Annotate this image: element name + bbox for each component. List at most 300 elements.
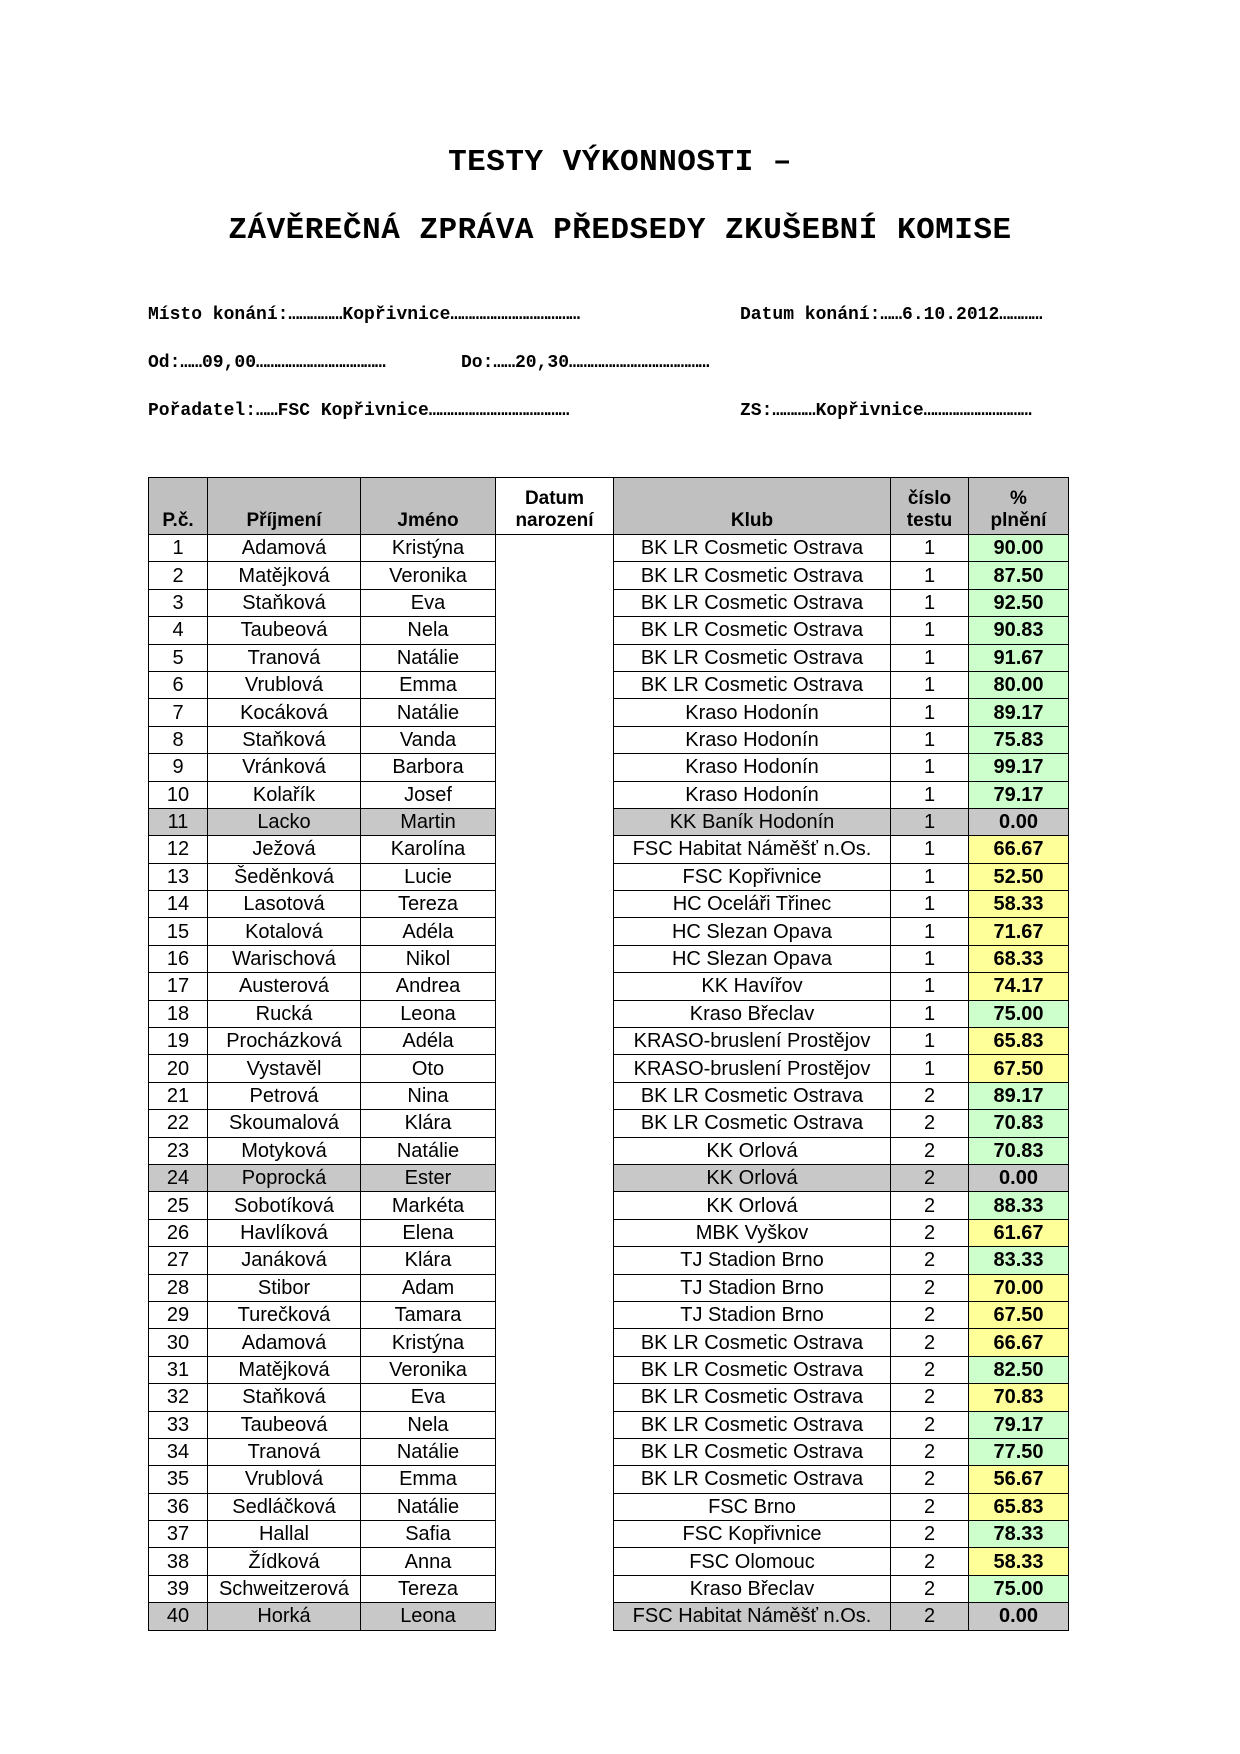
- cell-prijmeni: Žídková: [208, 1548, 361, 1575]
- cell-plneni: 58.33: [969, 1548, 1069, 1575]
- cell-pc: 14: [149, 891, 208, 918]
- cell-cislo-testu: 2: [891, 1521, 969, 1548]
- cell-plneni: 75.00: [969, 1575, 1069, 1602]
- table-row: [149, 671, 1069, 698]
- cell-pc: 20: [149, 1055, 208, 1082]
- cell-cislo-testu: 2: [891, 1493, 969, 1520]
- cell-prijmeni: Rucká: [208, 1000, 361, 1027]
- cell-klub: KK Orlová: [614, 1192, 891, 1219]
- cell-klub: FSC Kopřivnice: [614, 1521, 891, 1548]
- cell-klub: HC Slezan Opava: [614, 945, 891, 972]
- table-row: [149, 1192, 1069, 1219]
- cell-datum: [496, 671, 614, 698]
- cell-datum: [496, 1493, 614, 1520]
- cell-pc: 39: [149, 1575, 208, 1602]
- cell-pc: 26: [149, 1219, 208, 1246]
- cell-cislo-testu: 1: [891, 918, 969, 945]
- cell-pc: 30: [149, 1329, 208, 1356]
- cell-pc: 18: [149, 1000, 208, 1027]
- cell-pc: 21: [149, 1082, 208, 1109]
- table-row: [149, 1137, 1069, 1164]
- cell-datum: [496, 891, 614, 918]
- cell-plneni: 67.50: [969, 1301, 1069, 1328]
- cell-pc: 6: [149, 671, 208, 698]
- table-row: [149, 589, 1069, 616]
- cell-pc: 1: [149, 535, 208, 562]
- cell-klub: TJ Stadion Brno: [614, 1301, 891, 1328]
- cell-pc: 28: [149, 1274, 208, 1301]
- cell-klub: KK Baník Hodonín: [614, 808, 891, 835]
- cell-plneni: 78.33: [969, 1521, 1069, 1548]
- cell-prijmeni: Janáková: [208, 1247, 361, 1274]
- cell-klub: BK LR Cosmetic Ostrava: [614, 1329, 891, 1356]
- cell-pc: 4: [149, 617, 208, 644]
- cell-cislo-testu: 2: [891, 1329, 969, 1356]
- cell-pc: 9: [149, 754, 208, 781]
- cell-cislo-testu: 2: [891, 1603, 969, 1630]
- table-row: [149, 535, 1069, 562]
- cell-klub: BK LR Cosmetic Ostrava: [614, 562, 891, 589]
- cell-pc: 8: [149, 726, 208, 753]
- cell-prijmeni: Vránková: [208, 754, 361, 781]
- cell-jmeno: Oto: [361, 1055, 496, 1082]
- table-row: [149, 1356, 1069, 1383]
- header-plneni: % plnění: [969, 478, 1069, 535]
- title-line-2: ZÁVĚREČNÁ ZPRÁVA PŘEDSEDY ZKUŠEBNÍ KOMISE: [228, 213, 1012, 248]
- cell-jmeno: Andrea: [361, 973, 496, 1000]
- table-header-row: [149, 478, 1069, 535]
- header-datum: Datum narození: [496, 478, 614, 535]
- cell-cislo-testu: 2: [891, 1301, 969, 1328]
- cell-prijmeni: Ježová: [208, 836, 361, 863]
- cell-datum: [496, 1575, 614, 1602]
- cell-plneni: 80.00: [969, 671, 1069, 698]
- cell-plneni: 74.17: [969, 973, 1069, 1000]
- cell-klub: KK Orlová: [614, 1164, 891, 1191]
- cell-prijmeni: Kolařík: [208, 781, 361, 808]
- cell-prijmeni: Matějková: [208, 1356, 361, 1383]
- cell-datum: [496, 1137, 614, 1164]
- cell-cislo-testu: 1: [891, 754, 969, 781]
- cell-jmeno: Anna: [361, 1548, 496, 1575]
- cell-plneni: 79.17: [969, 781, 1069, 808]
- table-row: [149, 1028, 1069, 1055]
- cell-klub: BK LR Cosmetic Ostrava: [614, 1438, 891, 1465]
- cell-datum: [496, 754, 614, 781]
- table-row: [149, 973, 1069, 1000]
- cell-jmeno: Emma: [361, 1466, 496, 1493]
- cell-datum: [496, 781, 614, 808]
- cell-datum: [496, 973, 614, 1000]
- cell-prijmeni: Warischová: [208, 945, 361, 972]
- cell-plneni: 58.33: [969, 891, 1069, 918]
- cell-datum: [496, 945, 614, 972]
- cell-jmeno: Tereza: [361, 1575, 496, 1602]
- cell-jmeno: Natálie: [361, 1493, 496, 1520]
- table-row: [149, 1110, 1069, 1137]
- table-row: [149, 808, 1069, 835]
- cell-jmeno: Ester: [361, 1164, 496, 1191]
- cell-plneni: 82.50: [969, 1356, 1069, 1383]
- cell-klub: Kraso Břeclav: [614, 1000, 891, 1027]
- cell-plneni: 71.67: [969, 918, 1069, 945]
- header-pc: P.č.: [149, 478, 208, 535]
- cell-prijmeni: Staňková: [208, 726, 361, 753]
- cell-plneni: 88.33: [969, 1192, 1069, 1219]
- cell-pc: 36: [149, 1493, 208, 1520]
- cell-cislo-testu: 1: [891, 589, 969, 616]
- cell-cislo-testu: 1: [891, 1055, 969, 1082]
- cell-klub: HC Oceláři Třinec: [614, 891, 891, 918]
- cell-pc: 24: [149, 1164, 208, 1191]
- cell-jmeno: Kristýna: [361, 535, 496, 562]
- cell-plneni: 67.50: [969, 1055, 1069, 1082]
- cell-cislo-testu: 1: [891, 836, 969, 863]
- cell-klub: MBK Vyškov: [614, 1219, 891, 1246]
- cell-pc: 11: [149, 808, 208, 835]
- header-klub: Klub: [614, 478, 891, 535]
- cell-datum: [496, 808, 614, 835]
- cell-jmeno: Emma: [361, 671, 496, 698]
- table-row: [149, 863, 1069, 890]
- cell-pc: 37: [149, 1521, 208, 1548]
- cell-cislo-testu: 1: [891, 535, 969, 562]
- cell-datum: [496, 1438, 614, 1465]
- cell-prijmeni: Vrublová: [208, 1466, 361, 1493]
- cell-cislo-testu: 2: [891, 1247, 969, 1274]
- cell-cislo-testu: 1: [891, 644, 969, 671]
- table-row: [149, 1575, 1069, 1602]
- cell-pc: 40: [149, 1603, 208, 1630]
- cell-plneni: 89.17: [969, 1082, 1069, 1109]
- cell-pc: 29: [149, 1301, 208, 1328]
- cell-plneni: 87.50: [969, 562, 1069, 589]
- cell-jmeno: Adéla: [361, 918, 496, 945]
- cell-klub: BK LR Cosmetic Ostrava: [614, 535, 891, 562]
- cell-klub: FSC Habitat Náměšť n.Os.: [614, 1603, 891, 1630]
- cell-jmeno: Martin: [361, 808, 496, 835]
- cell-jmeno: Natálie: [361, 1438, 496, 1465]
- cell-jmeno: Lucie: [361, 863, 496, 890]
- cell-jmeno: Nela: [361, 617, 496, 644]
- cell-prijmeni: Tranová: [208, 1438, 361, 1465]
- cell-plneni: 0.00: [969, 808, 1069, 835]
- cell-cislo-testu: 2: [891, 1575, 969, 1602]
- cell-cislo-testu: 2: [891, 1219, 969, 1246]
- cell-cislo-testu: 1: [891, 1000, 969, 1027]
- cell-jmeno: Safia: [361, 1521, 496, 1548]
- cell-klub: Kraso Hodonín: [614, 781, 891, 808]
- table-row: [149, 1219, 1069, 1246]
- table-row: [149, 1164, 1069, 1191]
- cell-prijmeni: Poprocká: [208, 1164, 361, 1191]
- cell-pc: 12: [149, 836, 208, 863]
- cell-plneni: 61.67: [969, 1219, 1069, 1246]
- cell-datum: [496, 1110, 614, 1137]
- cell-jmeno: Tereza: [361, 891, 496, 918]
- cell-cislo-testu: 2: [891, 1411, 969, 1438]
- cell-prijmeni: Schweitzerová: [208, 1575, 361, 1602]
- cell-klub: BK LR Cosmetic Ostrava: [614, 589, 891, 616]
- datum-konani: Datum konání:……6.10.2012…………: [740, 305, 1043, 325]
- cell-cislo-testu: 2: [891, 1548, 969, 1575]
- cell-pc: 27: [149, 1247, 208, 1274]
- table-row: [149, 918, 1069, 945]
- cell-klub: BK LR Cosmetic Ostrava: [614, 644, 891, 671]
- cell-cislo-testu: 1: [891, 945, 969, 972]
- cas-od: Od:……09,00………………………………: [148, 353, 386, 373]
- cell-plneni: 79.17: [969, 1411, 1069, 1438]
- cell-plneni: 83.33: [969, 1247, 1069, 1274]
- cell-datum: [496, 1548, 614, 1575]
- table-row: [149, 836, 1069, 863]
- table-row: [149, 945, 1069, 972]
- cell-plneni: 75.83: [969, 726, 1069, 753]
- cell-pc: 16: [149, 945, 208, 972]
- cell-datum: [496, 1055, 614, 1082]
- table-row: [149, 1384, 1069, 1411]
- cell-jmeno: Tamara: [361, 1301, 496, 1328]
- table-row: [149, 1247, 1069, 1274]
- cell-jmeno: Adam: [361, 1274, 496, 1301]
- cell-prijmeni: Taubeová: [208, 1411, 361, 1438]
- cell-prijmeni: Stibor: [208, 1274, 361, 1301]
- cell-klub: Kraso Břeclav: [614, 1575, 891, 1602]
- cell-jmeno: Eva: [361, 589, 496, 616]
- poradatel: Pořadatel:……FSC Kopřivnice…………………………………: [148, 401, 570, 421]
- cell-datum: [496, 1274, 614, 1301]
- cell-datum: [496, 1356, 614, 1383]
- cell-pc: 38: [149, 1548, 208, 1575]
- table-row: [149, 1466, 1069, 1493]
- cell-prijmeni: Tranová: [208, 644, 361, 671]
- cell-klub: KK Orlová: [614, 1137, 891, 1164]
- cell-jmeno: Klára: [361, 1110, 496, 1137]
- cell-datum: [496, 617, 614, 644]
- cell-prijmeni: Lasotová: [208, 891, 361, 918]
- cell-jmeno: Klára: [361, 1247, 496, 1274]
- table-row: [149, 617, 1069, 644]
- cell-datum: [496, 1301, 614, 1328]
- cell-datum: [496, 1329, 614, 1356]
- cell-cislo-testu: 1: [891, 973, 969, 1000]
- cell-klub: KRASO-bruslení Prostějov: [614, 1028, 891, 1055]
- cell-prijmeni: Havlíková: [208, 1219, 361, 1246]
- cell-jmeno: Leona: [361, 1603, 496, 1630]
- zs: ZS:…………Kopřivnice…………………………: [740, 401, 1032, 421]
- cell-plneni: 65.83: [969, 1028, 1069, 1055]
- cell-pc: 23: [149, 1137, 208, 1164]
- cell-pc: 17: [149, 973, 208, 1000]
- cell-cislo-testu: 1: [891, 891, 969, 918]
- table-row: [149, 1438, 1069, 1465]
- cell-plneni: 99.17: [969, 754, 1069, 781]
- cell-prijmeni: Austerová: [208, 973, 361, 1000]
- cell-pc: 34: [149, 1438, 208, 1465]
- cell-pc: 35: [149, 1466, 208, 1493]
- cell-prijmeni: Staňková: [208, 1384, 361, 1411]
- cell-prijmeni: Adamová: [208, 535, 361, 562]
- cell-plneni: 65.83: [969, 1493, 1069, 1520]
- cell-prijmeni: Kocáková: [208, 699, 361, 726]
- cell-cislo-testu: 2: [891, 1110, 969, 1137]
- cell-prijmeni: Vrublová: [208, 671, 361, 698]
- cell-plneni: 68.33: [969, 945, 1069, 972]
- results-table: [148, 477, 1069, 1631]
- cell-plneni: 92.50: [969, 589, 1069, 616]
- table-row: [149, 891, 1069, 918]
- cell-klub: BK LR Cosmetic Ostrava: [614, 1411, 891, 1438]
- cell-datum: [496, 589, 614, 616]
- cell-cislo-testu: 2: [891, 1082, 969, 1109]
- table-row: [149, 1493, 1069, 1520]
- cell-jmeno: Adéla: [361, 1028, 496, 1055]
- cell-jmeno: Nela: [361, 1411, 496, 1438]
- table-row: [149, 726, 1069, 753]
- cell-plneni: 66.67: [969, 836, 1069, 863]
- cell-prijmeni: Šeděnková: [208, 863, 361, 890]
- table-row: [149, 1411, 1069, 1438]
- cell-jmeno: Leona: [361, 1000, 496, 1027]
- table-row: [149, 644, 1069, 671]
- cell-klub: BK LR Cosmetic Ostrava: [614, 1466, 891, 1493]
- cell-datum: [496, 1411, 614, 1438]
- cell-datum: [496, 836, 614, 863]
- cas-do: Do:……20,30…………………………………: [461, 353, 710, 373]
- cell-klub: FSC Olomouc: [614, 1548, 891, 1575]
- cell-klub: BK LR Cosmetic Ostrava: [614, 1356, 891, 1383]
- cell-plneni: 90.00: [969, 535, 1069, 562]
- cell-klub: Kraso Hodonín: [614, 754, 891, 781]
- table-row: [149, 1521, 1069, 1548]
- cell-cislo-testu: 2: [891, 1466, 969, 1493]
- cell-datum: [496, 535, 614, 562]
- misto-konani: Místo konání:……………Kopřivnice………………………………: [148, 305, 581, 325]
- cell-plneni: 70.83: [969, 1110, 1069, 1137]
- cell-jmeno: Veronika: [361, 1356, 496, 1383]
- cell-datum: [496, 1164, 614, 1191]
- table-row: [149, 1274, 1069, 1301]
- table-row: [149, 754, 1069, 781]
- cell-prijmeni: Taubeová: [208, 617, 361, 644]
- cell-prijmeni: Staňková: [208, 589, 361, 616]
- cell-datum: [496, 1000, 614, 1027]
- cell-prijmeni: Sobotíková: [208, 1192, 361, 1219]
- cell-jmeno: Markéta: [361, 1192, 496, 1219]
- cell-pc: 19: [149, 1028, 208, 1055]
- cell-jmeno: Nikol: [361, 945, 496, 972]
- cell-datum: [496, 1082, 614, 1109]
- cell-pc: 3: [149, 589, 208, 616]
- cell-pc: 31: [149, 1356, 208, 1383]
- cell-pc: 5: [149, 644, 208, 671]
- cell-cislo-testu: 1: [891, 617, 969, 644]
- table-row: [149, 1082, 1069, 1109]
- header-jmeno: Jméno: [361, 478, 496, 535]
- cell-cislo-testu: 1: [891, 863, 969, 890]
- cell-prijmeni: Adamová: [208, 1329, 361, 1356]
- cell-datum: [496, 1219, 614, 1246]
- table-row: [149, 1301, 1069, 1328]
- cell-klub: KRASO-bruslení Prostějov: [614, 1055, 891, 1082]
- cell-plneni: 0.00: [969, 1164, 1069, 1191]
- cell-pc: 10: [149, 781, 208, 808]
- cell-klub: BK LR Cosmetic Ostrava: [614, 671, 891, 698]
- cell-klub: TJ Stadion Brno: [614, 1274, 891, 1301]
- cell-prijmeni: Petrová: [208, 1082, 361, 1109]
- cell-klub: BK LR Cosmetic Ostrava: [614, 617, 891, 644]
- cell-klub: TJ Stadion Brno: [614, 1247, 891, 1274]
- cell-plneni: 91.67: [969, 644, 1069, 671]
- cell-klub: BK LR Cosmetic Ostrava: [614, 1384, 891, 1411]
- cell-plneni: 90.83: [969, 617, 1069, 644]
- cell-klub: HC Slezan Opava: [614, 918, 891, 945]
- cell-jmeno: Elena: [361, 1219, 496, 1246]
- cell-prijmeni: Sedláčková: [208, 1493, 361, 1520]
- cell-jmeno: Veronika: [361, 562, 496, 589]
- cell-pc: 13: [149, 863, 208, 890]
- cell-cislo-testu: 1: [891, 699, 969, 726]
- cell-prijmeni: Turečková: [208, 1301, 361, 1328]
- cell-datum: [496, 1384, 614, 1411]
- table-row: [149, 1603, 1069, 1630]
- cell-plneni: 77.50: [969, 1438, 1069, 1465]
- cell-plneni: 70.83: [969, 1137, 1069, 1164]
- cell-cislo-testu: 2: [891, 1384, 969, 1411]
- title-line-1: TESTY VÝKONNOSTI –: [448, 145, 792, 180]
- cell-cislo-testu: 1: [891, 781, 969, 808]
- cell-cislo-testu: 1: [891, 808, 969, 835]
- table-row: [149, 1000, 1069, 1027]
- cell-prijmeni: Procházková: [208, 1028, 361, 1055]
- cell-plneni: 75.00: [969, 1000, 1069, 1027]
- cell-klub: Kraso Hodonín: [614, 699, 891, 726]
- cell-jmeno: Natálie: [361, 1137, 496, 1164]
- cell-plneni: 0.00: [969, 1603, 1069, 1630]
- cell-cislo-testu: 1: [891, 726, 969, 753]
- cell-cislo-testu: 1: [891, 671, 969, 698]
- cell-jmeno: Vanda: [361, 726, 496, 753]
- cell-cislo-testu: 2: [891, 1137, 969, 1164]
- cell-datum: [496, 1247, 614, 1274]
- cell-prijmeni: Skoumalová: [208, 1110, 361, 1137]
- cell-prijmeni: Kotalová: [208, 918, 361, 945]
- cell-pc: 2: [149, 562, 208, 589]
- cell-jmeno: Nina: [361, 1082, 496, 1109]
- cell-plneni: 52.50: [969, 863, 1069, 890]
- cell-datum: [496, 1466, 614, 1493]
- cell-datum: [496, 1192, 614, 1219]
- cell-klub: FSC Brno: [614, 1493, 891, 1520]
- cell-cislo-testu: 2: [891, 1164, 969, 1191]
- header-cislo-testu: číslo testu: [891, 478, 969, 535]
- cell-pc: 7: [149, 699, 208, 726]
- cell-datum: [496, 1521, 614, 1548]
- cell-prijmeni: Horká: [208, 1603, 361, 1630]
- cell-klub: BK LR Cosmetic Ostrava: [614, 1082, 891, 1109]
- cell-cislo-testu: 2: [891, 1356, 969, 1383]
- cell-pc: 25: [149, 1192, 208, 1219]
- cell-datum: [496, 726, 614, 753]
- cell-cislo-testu: 1: [891, 562, 969, 589]
- cell-jmeno: Natálie: [361, 699, 496, 726]
- cell-cislo-testu: 2: [891, 1438, 969, 1465]
- cell-cislo-testu: 2: [891, 1274, 969, 1301]
- cell-jmeno: Natálie: [361, 644, 496, 671]
- cell-klub: FSC Habitat Náměšť n.Os.: [614, 836, 891, 863]
- cell-pc: 32: [149, 1384, 208, 1411]
- cell-cislo-testu: 2: [891, 1192, 969, 1219]
